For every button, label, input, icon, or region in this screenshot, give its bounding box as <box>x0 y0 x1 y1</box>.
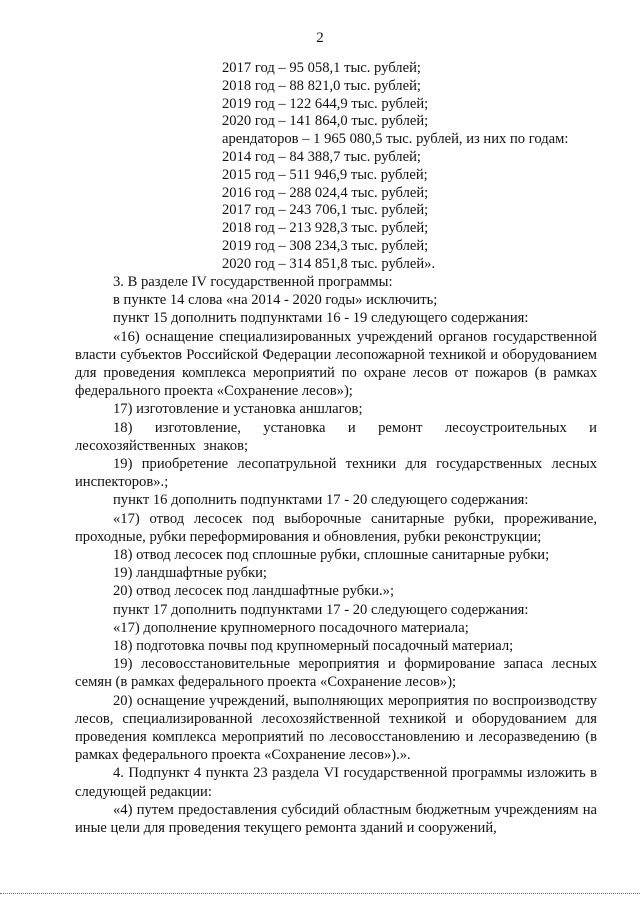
paragraph: «17) дополнение крупномерного посадочного материала; <box>113 619 469 636</box>
paragraph: 18) отвод лесосек под сплошные рубки, сплошные санитарные рубки; <box>113 547 550 564</box>
paragraph: пункт 15 дополнить подпунктами 16 - 19 следующего содержания: <box>113 310 529 327</box>
budget-line: арендаторов – 1 965 080,5 тыс. рублей, из них по годам: <box>222 131 569 148</box>
paragraph: пункт 17 дополнить подпунктами 17 - 20 следующего содержания: <box>113 601 529 618</box>
budget-line: 2015 год – 511 946,9 тыс. рублей; <box>222 166 428 183</box>
budget-line: 2014 год – 84 388,7 тыс. рублей; <box>222 148 421 165</box>
page-number: 2 <box>316 30 324 46</box>
paragraph: 18) изготовление, установка и ремонт лесоустроительных и лесохозяйственных знаков; <box>75 419 597 454</box>
budget-line: 2017 год – 243 706,1 тыс. рублей; <box>222 202 429 219</box>
paragraph: «17) отвод лесосек под выборочные санитарные рубки, прореживание, проходные, рубки переформирования и обновления, рубки реконструкции; <box>75 510 597 545</box>
paragraph: 19) лесовосстановительные мероприятия и формирование запаса лесных семян (в рамках федерального проекта «Сохранение лесов»); <box>75 656 597 691</box>
budget-line: 2019 год – 308 234,3 тыс. рублей; <box>222 237 429 254</box>
budget-line: 2020 год – 141 864,0 тыс. рублей; <box>222 113 429 130</box>
budget-line: 2017 год – 95 058,1 тыс. рублей; <box>222 60 421 76</box>
bottom-rule <box>0 893 640 894</box>
paragraph: 19) приобретение лесопатрульной техники для государственных лесных инспекторов».; <box>75 456 597 491</box>
paragraph: 20) отвод лесосек под ландшафтные рубки.»; <box>113 583 395 600</box>
budget-list <box>222 60 568 274</box>
paragraph: «16) оснащение специализированных учреждений органов государственной власти субъектов Российской Федерации лесопожарной техникой и оборудованием для проведения комплекса мероприятий по охране лесов от пожаров (в рамках федерального проекта «Сохранение лесов»); <box>75 328 597 400</box>
paragraph: 20) оснащение учреждений, выполняющих мероприятия по воспроизводству лесов, специализированной лесохозяйственной техникой и оборудованием для проведения комплекса мероприятий по лесовосстановлению и лесоразведению (в рамках федерального проекта «Сохранение лесов»).». <box>75 692 597 764</box>
paragraph: 17) изготовление и установка аншлагов; <box>113 401 363 418</box>
budget-line: 2019 год – 122 644,9 тыс. рублей; <box>222 95 429 112</box>
budget-line: 2016 год – 288 024,4 тыс. рублей; <box>222 184 429 201</box>
paragraph: 4. Подпункт 4 пункта 23 раздела VI государственной программы изложить в следующей редакции: <box>75 765 597 800</box>
budget-line: 2018 год – 213 928,3 тыс. рублей; <box>222 220 429 237</box>
paragraph: 19) ландшафтные рубки; <box>113 565 267 582</box>
paragraph: 18) подготовка почвы под крупномерный посадочный материал; <box>113 638 514 655</box>
document-body <box>75 273 597 837</box>
paragraph: в пункте 14 слова «на 2014 - 2020 годы» исключить; <box>113 292 438 309</box>
paragraph: 3. В разделе IV государственной программы: <box>113 274 393 290</box>
paragraph: пункт 16 дополнить подпунктами 17 - 20 следующего содержания: <box>113 492 529 509</box>
budget-line: 2018 год – 88 821,0 тыс. рублей; <box>222 77 421 94</box>
budget-line: 2020 год – 314 851,8 тыс. рублей». <box>222 255 436 272</box>
paragraph: «4) путем предоставления субсидий областным бюджетным учреждениям на иные цели для проведения текущего ремонта зданий и сооружений, <box>75 801 597 837</box>
